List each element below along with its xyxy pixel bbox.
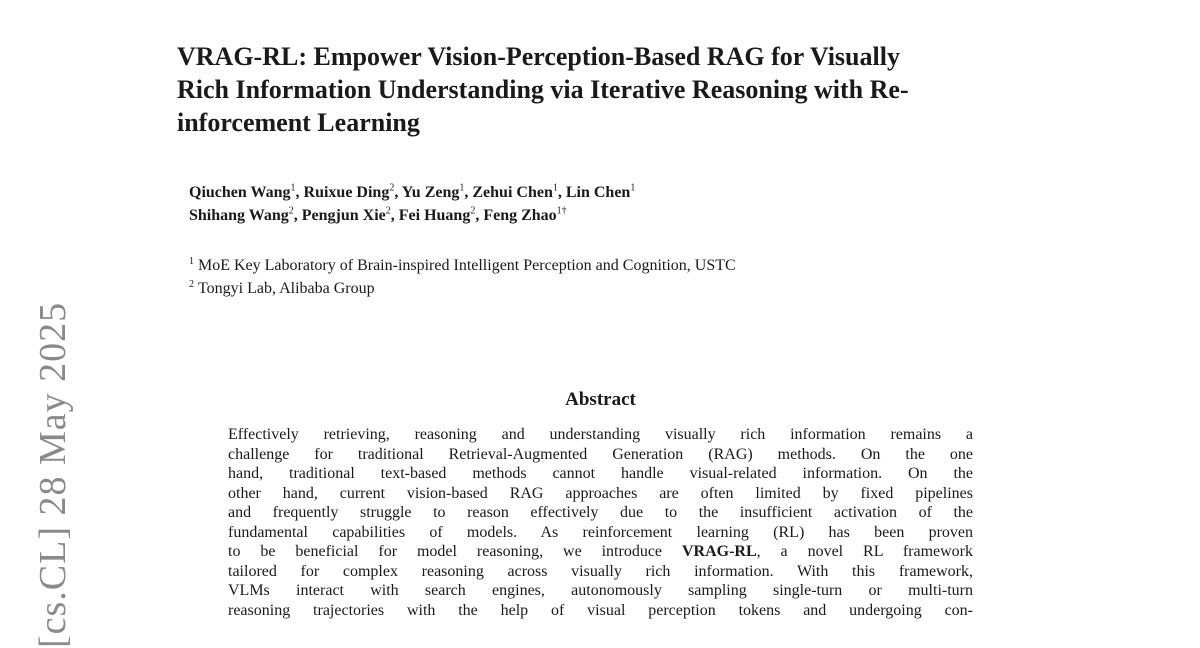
author-name: Zehui Chen bbox=[472, 184, 553, 201]
author-name: Qiuchen Wang bbox=[189, 184, 291, 201]
author-affiliation-marker: 2 bbox=[389, 182, 395, 194]
abstract-body bbox=[228, 425, 973, 620]
arxiv-stamp-text: [cs.CL] 28 May 2025 bbox=[32, 301, 74, 648]
author-affiliation-marker: 1 bbox=[552, 182, 558, 194]
author-name: Ruixue Ding bbox=[303, 184, 390, 201]
title-line: VRAG-RL: Empower Vision-Perception-Based RAG for Visually bbox=[177, 42, 900, 71]
title-line: Rich Information Understanding via Iterative Reasoning with Re- bbox=[177, 75, 909, 104]
method-name-emphasis: VRAG-RL bbox=[681, 543, 757, 560]
author-affiliation-marker: 1 bbox=[630, 182, 636, 194]
author-name: Feng Zhao bbox=[483, 207, 557, 224]
arxiv-sidebar-stamp bbox=[28, 300, 78, 648]
author-affiliation-marker: 1 bbox=[459, 182, 465, 194]
abstract-line: to be beneficial for model reasoning, we introduce VRAG-RL, a novel RL framework bbox=[228, 543, 974, 560]
affiliation-item bbox=[189, 254, 736, 277]
affiliation-item bbox=[189, 277, 736, 300]
affiliation-list bbox=[189, 254, 736, 300]
author-line-1: Qiuchen Wang$^1$, Ruixue Ding$^2$, Yu Zeng$^1$, Zehui Chen$^1$, Lin Chen$^1$ bbox=[189, 182, 636, 201]
abstract-line: hand, traditional text-based methods cannot handle visual-related information. On the bbox=[228, 465, 973, 482]
abstract-line: VLMs interact with search engines, autonomously sampling single-turn or multi-turn bbox=[228, 582, 973, 599]
abstract-line: tailored for complex reasoning across visually rich information. With this framework, bbox=[228, 562, 973, 580]
author-affiliation-marker: 2 bbox=[385, 205, 391, 217]
title-line: inforcement Learning bbox=[177, 108, 420, 137]
affiliation-marker: 1 bbox=[189, 255, 194, 267]
abstract-line: Effectively retrieving, reasoning and understanding visually rich information remains a bbox=[228, 426, 973, 443]
author-affiliation-marker: 2 bbox=[288, 205, 294, 217]
author-list bbox=[189, 181, 635, 227]
author-name: Pengjun Xie bbox=[301, 207, 386, 224]
abstract-heading: Abstract bbox=[565, 389, 636, 410]
abstract-line: challenge for traditional Retrieval-Augmented Generation (RAG) methods. On the one bbox=[228, 445, 973, 463]
author-line-2: Shihang Wang$^2$, Pengjun Xie$^2$, Fei Huang$^2$, Feng Zhao$^{1\dagger}$ bbox=[189, 205, 567, 224]
author-name: Fei Huang bbox=[398, 207, 471, 224]
author-affiliation-marker: 1† bbox=[556, 205, 567, 217]
author-name: Yu Zeng bbox=[401, 184, 460, 201]
author-name: Lin Chen bbox=[565, 184, 631, 201]
author-affiliation-marker: 2 bbox=[470, 205, 476, 217]
author-name: Shihang Wang bbox=[189, 207, 289, 224]
paper-title bbox=[177, 40, 1057, 139]
affiliation-marker: 2 bbox=[189, 278, 194, 290]
abstract-line: other hand, current vision-based RAG approaches are often limited by fixed pipelines bbox=[228, 484, 973, 502]
affiliation-text: Tongyi Lab, Alibaba Group bbox=[198, 280, 375, 297]
abstract-line: reasoning trajectories with the help of visual perception tokens and undergoing con- bbox=[228, 601, 973, 619]
affiliation-text: MoE Key Laboratory of Brain-inspired Intelligent Perception and Cognition, USTC bbox=[198, 257, 736, 274]
author-affiliation-marker: 1 bbox=[290, 182, 296, 194]
abstract-line: and frequently struggle to reason effectively due to the insufficient activation of the bbox=[228, 504, 973, 521]
abstract-line: fundamental capabilities of models. As reinforcement learning (RL) has been proven bbox=[228, 523, 973, 541]
